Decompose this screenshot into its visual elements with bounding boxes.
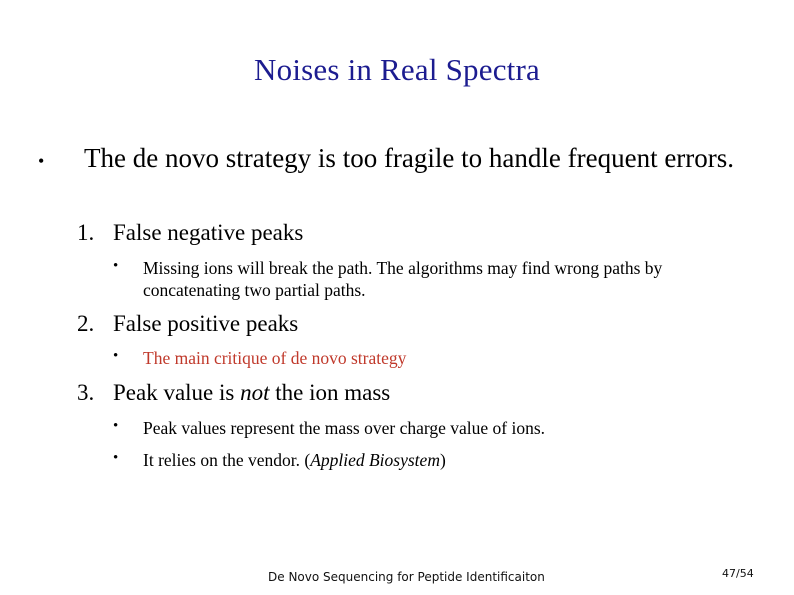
page-number: 47/54	[722, 567, 754, 580]
vendor-name: Applied Biosystem	[310, 450, 440, 470]
item-label: False negative peaks	[113, 220, 304, 245]
main-bullet-text: The de novo strategy is too fragile to handle frequent errors.	[84, 143, 735, 173]
bullet-icon: •	[113, 258, 119, 274]
bullet-icon: •	[113, 348, 119, 364]
item-number: 2.	[77, 311, 95, 336]
numbered-item-3	[77, 380, 390, 406]
numbered-item-2	[77, 311, 298, 337]
sub-bullet-text-vendor	[143, 449, 743, 471]
slide-title: Noises in Real Spectra	[254, 52, 540, 87]
highlighted-sub-bullet-text: The main critique of de novo strategy	[143, 348, 407, 368]
vendor-text-start: It relies on the vendor. (	[143, 450, 311, 470]
item-number: 3.	[77, 380, 95, 405]
item-label: False positive peaks	[113, 311, 299, 336]
sub-bullet-text: Peak values represent the mass over charge value of ions.	[143, 418, 546, 438]
sub-bullet-text: Missing ions will break the path. The algorithms may find wrong paths by concatenating two partial paths.	[143, 258, 663, 300]
item-label-emphasis: not	[240, 380, 270, 405]
item-label-end: the ion mass	[269, 380, 391, 405]
bullet-icon: •	[38, 151, 45, 171]
bullet-icon: •	[113, 450, 119, 466]
footer-text: De Novo Sequencing for Peptide Identificaiton	[268, 570, 545, 584]
vendor-text-end: )	[439, 450, 446, 470]
item-number: 1.	[77, 220, 95, 245]
item-label-start: Peak value is	[113, 380, 241, 405]
numbered-item-1	[77, 220, 303, 246]
bullet-icon: •	[113, 418, 119, 434]
